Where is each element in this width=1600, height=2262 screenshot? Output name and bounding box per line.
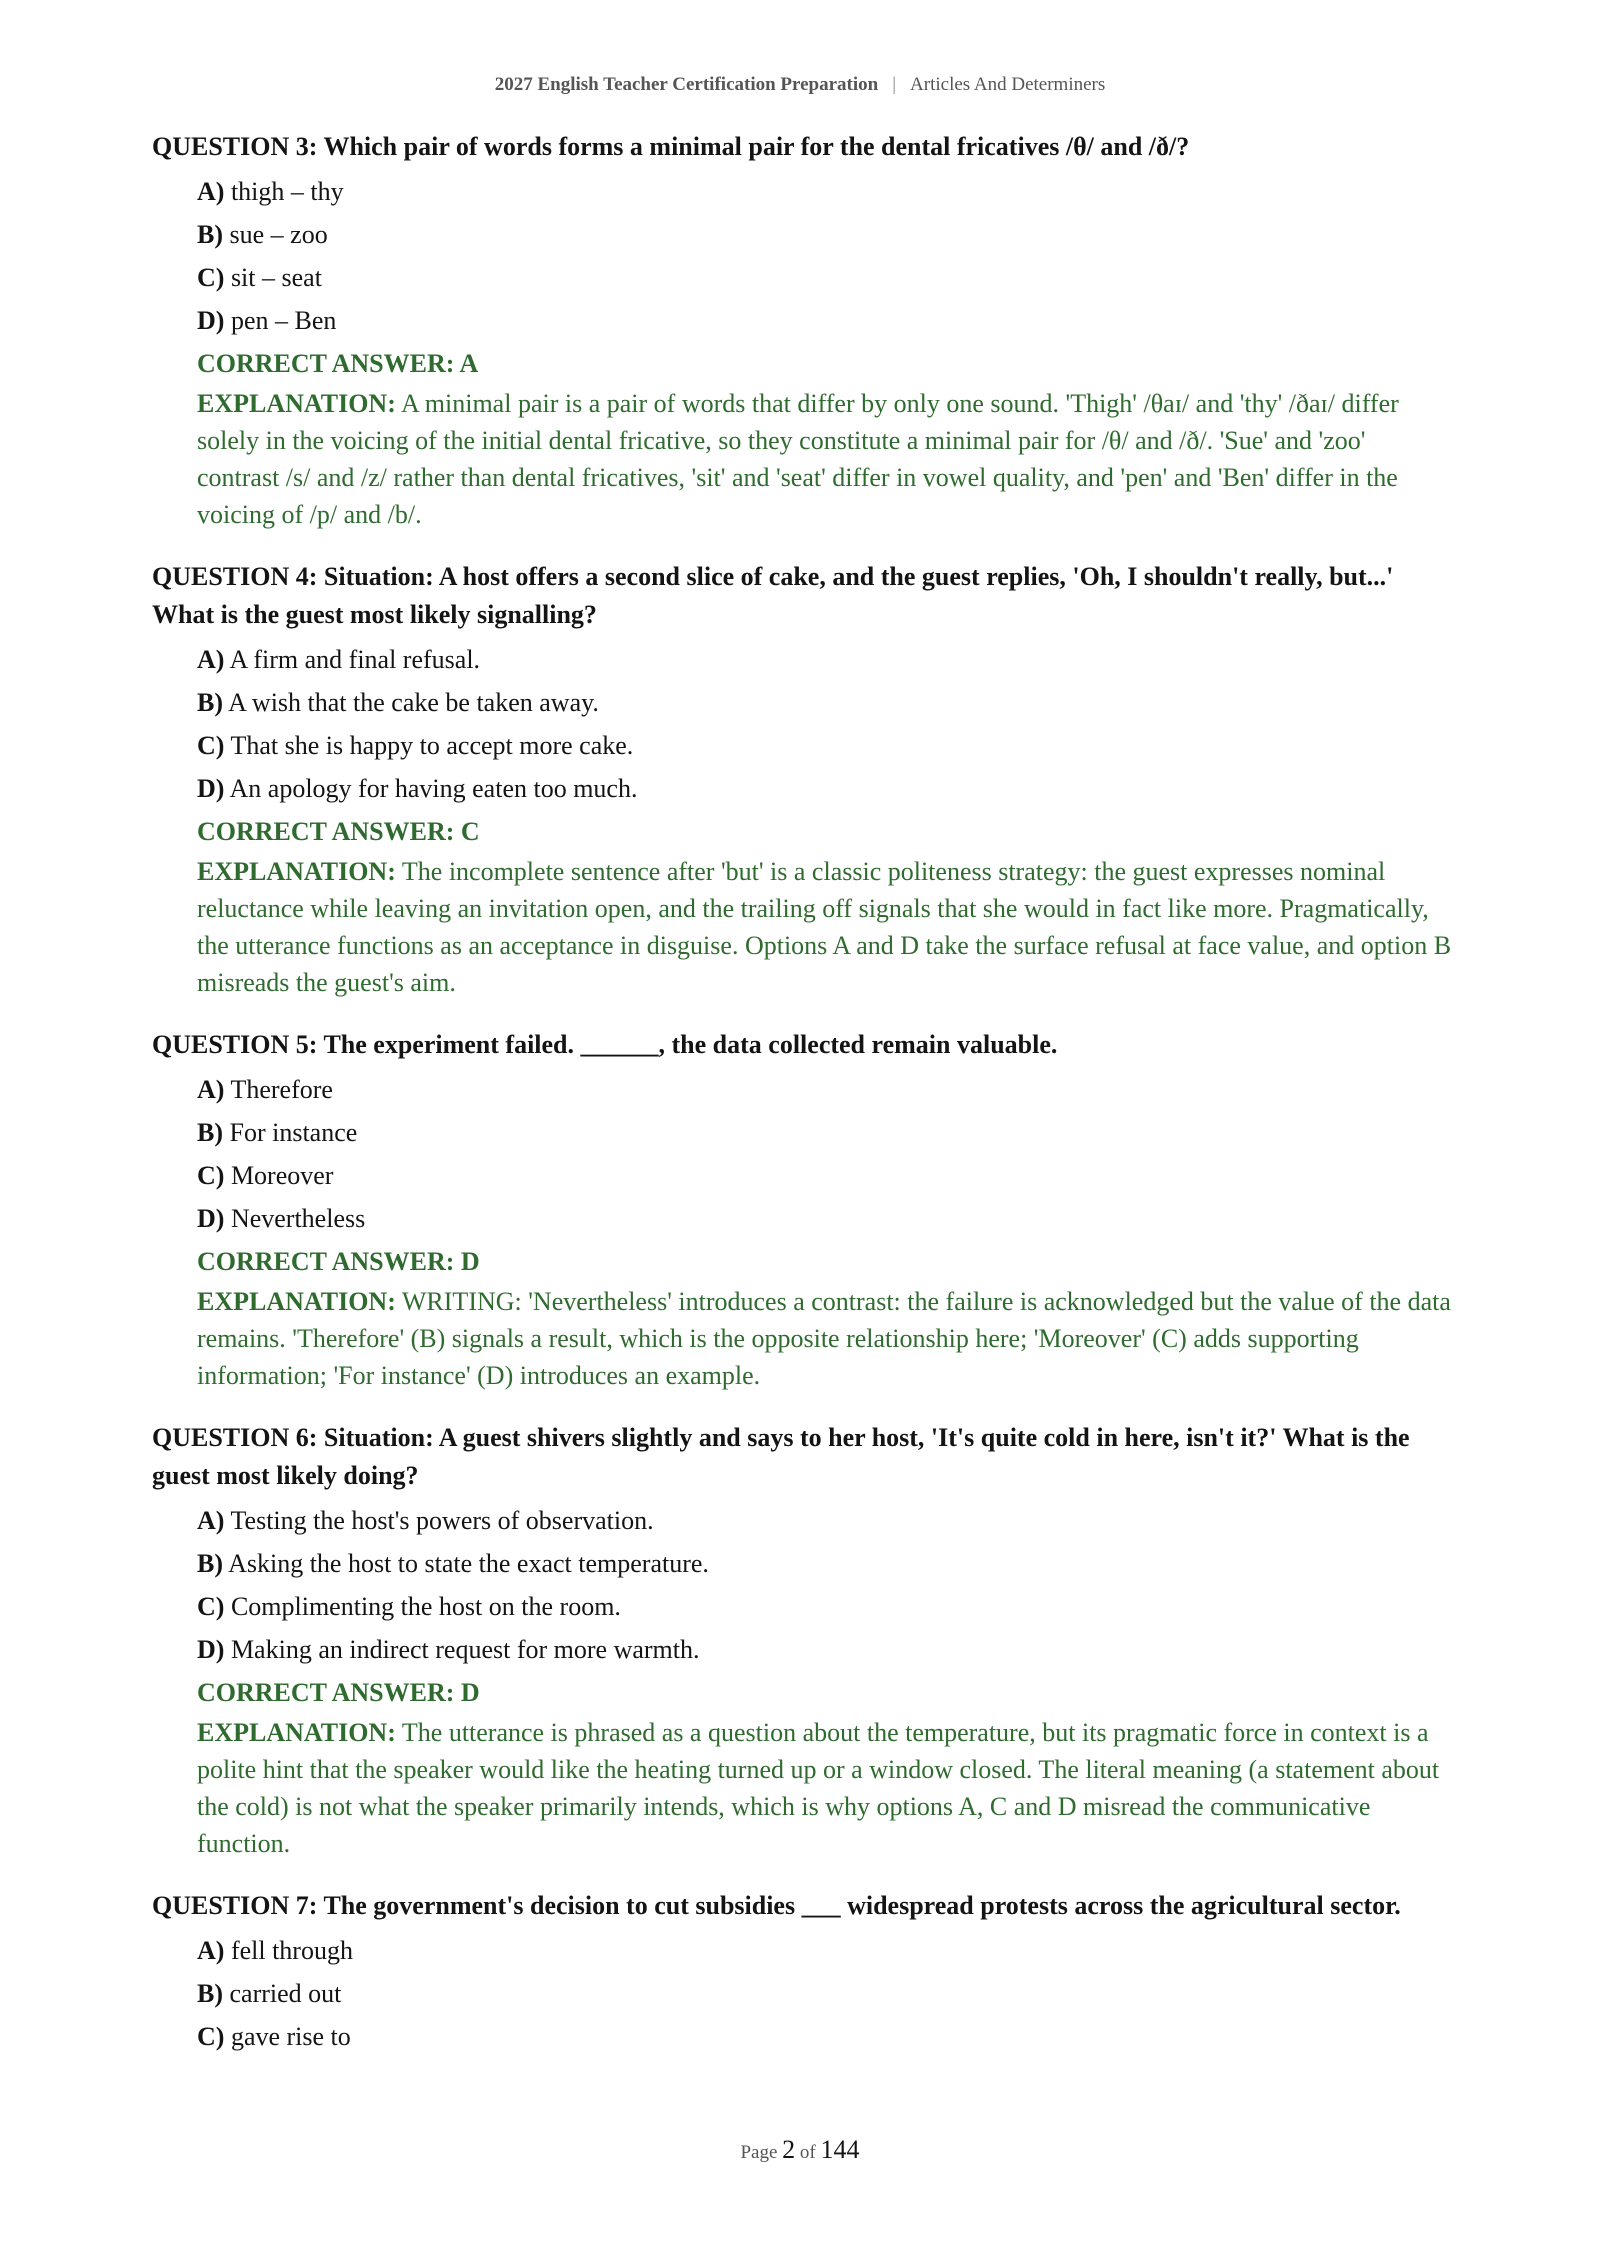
option-letter: A) <box>197 1506 225 1535</box>
option-d <box>197 1628 1452 1671</box>
option-text: Making an indirect request for more warmth. <box>230 1635 700 1664</box>
explanation-text: WRITING: 'Nevertheless' introduces a contrast: the failure is acknowledged but the value of the data remains. 'Therefore' (B) signals a result, which is the opposite relationship here; 'Moreover' (C) adds supporting information; 'For instance' (D) introduces an example. <box>197 1287 1451 1390</box>
option-text: That she is happy to accept more cake. <box>230 731 634 760</box>
option-letter: D) <box>197 774 225 803</box>
option-list <box>197 1929 1452 2058</box>
correct-answer: CORRECT ANSWER: A <box>197 349 479 378</box>
explanation <box>197 1283 1452 1394</box>
option-text: thigh – thy <box>230 177 344 206</box>
question-stem: QUESTION 7: The government's decision to cut subsidies ___ widespread protests across the agricultural sector. <box>152 1891 1401 1920</box>
option-text: gave rise to <box>230 2022 351 2051</box>
question-stem: QUESTION 4: Situation: A host offers a second slice of cake, and the guest replies, 'Oh, I shouldn't really, but...' What is the guest most likely signalling? <box>152 562 1394 629</box>
question-stem: QUESTION 6: Situation: A guest shivers slightly and says to her host, 'It's quite cold in here, isn't it?' What is the guest most likely doing? <box>152 1423 1410 1490</box>
option-a <box>197 638 1452 681</box>
option-letter: A) <box>197 1936 225 1965</box>
question-6 <box>152 1419 1452 1862</box>
total-pages: 144 <box>820 2135 860 2164</box>
option-a <box>197 1929 1452 1972</box>
option-b <box>197 1972 1452 2015</box>
option-c <box>197 256 1452 299</box>
option-text: Testing the host's powers of observation. <box>230 1506 654 1535</box>
option-text: Moreover <box>230 1161 334 1190</box>
option-list <box>197 1499 1452 1671</box>
correct-answer: CORRECT ANSWER: D <box>197 1678 480 1707</box>
option-text: carried out <box>229 1979 342 2008</box>
page-number: 2 <box>782 2135 796 2164</box>
option-letter: C) <box>197 731 225 760</box>
page-footer <box>0 2135 1600 2165</box>
option-d <box>197 1197 1452 1240</box>
explanation <box>197 853 1452 1001</box>
explanation-text: The utterance is phrased as a question about the temperature, but its pragmatic force in context is a polite hint that the speaker would like the heating turned up or a window closed. The literal meaning (a statement about the cold) is not what the speaker primarily intends, which is why options A, C and D misread the communicative function. <box>197 1718 1440 1858</box>
option-letter: D) <box>197 306 225 335</box>
option-letter: D) <box>197 1204 225 1233</box>
question-3 <box>152 128 1452 533</box>
option-text: Therefore <box>230 1075 333 1104</box>
option-c <box>197 724 1452 767</box>
question-list <box>152 128 1452 2083</box>
option-d <box>197 767 1452 810</box>
option-text: Asking the host to state the exact temperature. <box>228 1549 709 1578</box>
option-letter: A) <box>197 1075 225 1104</box>
option-letter: C) <box>197 1161 225 1190</box>
explanation-label: EXPLANATION: <box>197 857 396 886</box>
option-b <box>197 213 1452 256</box>
header-section: Articles And Determiners <box>910 74 1106 95</box>
option-c <box>197 1585 1452 1628</box>
explanation-label: EXPLANATION: <box>197 1287 396 1316</box>
option-letter: B) <box>197 688 223 717</box>
option-letter: C) <box>197 2022 225 2051</box>
option-letter: C) <box>197 1592 225 1621</box>
option-letter: D) <box>197 1635 225 1664</box>
option-d <box>197 299 1452 342</box>
explanation-label: EXPLANATION: <box>197 1718 396 1747</box>
option-c <box>197 2015 1452 2058</box>
option-a <box>197 170 1452 213</box>
option-text: For instance <box>229 1118 358 1147</box>
correct-answer: CORRECT ANSWER: D <box>197 1247 480 1276</box>
question-7 <box>152 1887 1452 2058</box>
explanation-text: The incomplete sentence after 'but' is a classic politeness strategy: the guest expresses nominal reluctance while leaving an invitation open, and the trailing off signals that she would in fact like more. Pragmatically, the utterance functions as an acceptance in disguise. Options A and D take the surface refusal at face value, and option B misreads the guest's aim. <box>197 857 1452 997</box>
option-letter: C) <box>197 263 225 292</box>
option-text: A wish that the cake be taken away. <box>228 688 599 717</box>
option-letter: A) <box>197 645 225 674</box>
of-word: of <box>799 2142 816 2163</box>
option-text: sue – zoo <box>229 220 328 249</box>
option-c <box>197 1154 1452 1197</box>
header-title: 2027 English Teacher Certification Preparation <box>494 74 879 95</box>
running-header <box>0 74 1600 96</box>
option-text: fell through <box>230 1936 353 1965</box>
header-separator: | <box>892 74 897 95</box>
option-text: An apology for having eaten too much. <box>229 774 638 803</box>
option-text: sit – seat <box>230 263 322 292</box>
option-text: Complimenting the host on the room. <box>230 1592 621 1621</box>
option-b <box>197 1542 1452 1585</box>
explanation <box>197 1714 1452 1862</box>
option-text: pen – Ben <box>230 306 337 335</box>
option-a <box>197 1499 1452 1542</box>
option-b <box>197 681 1452 724</box>
explanation <box>197 385 1452 533</box>
question-stem: QUESTION 3: Which pair of words forms a minimal pair for the dental fricatives /θ/ and /ð/? <box>152 132 1190 161</box>
option-letter: A) <box>197 177 225 206</box>
option-text: Nevertheless <box>230 1204 366 1233</box>
question-stem: QUESTION 5: The experiment failed. ______, the data collected remain valuable. <box>152 1030 1058 1059</box>
option-b <box>197 1111 1452 1154</box>
option-text: A firm and final refusal. <box>229 645 481 674</box>
option-list <box>197 1068 1452 1240</box>
option-letter: B) <box>197 1118 223 1147</box>
option-a <box>197 1068 1452 1111</box>
page-word: Page <box>740 2142 778 2163</box>
option-letter: B) <box>197 1549 223 1578</box>
explanation-text: A minimal pair is a pair of words that differ by only one sound. 'Thigh' /θaɪ/ and 'thy' /ðaɪ/ differ solely in the voicing of the initial dental fricative, so they constitute a minimal pair for /θ/ and /ð/. 'Sue' and 'zoo' contrast /s/ and /z/ rather than dental fricatives, 'sit' and 'seat' differ in vowel quality, and 'pen' and 'Ben' differ in the voicing of /p/ and /b/. <box>197 389 1399 529</box>
option-list <box>197 638 1452 810</box>
question-4 <box>152 558 1452 1001</box>
option-list <box>197 170 1452 342</box>
explanation-label: EXPLANATION: <box>197 389 396 418</box>
question-5 <box>152 1026 1452 1394</box>
option-letter: B) <box>197 220 223 249</box>
correct-answer: CORRECT ANSWER: C <box>197 817 480 846</box>
option-letter: B) <box>197 1979 223 2008</box>
